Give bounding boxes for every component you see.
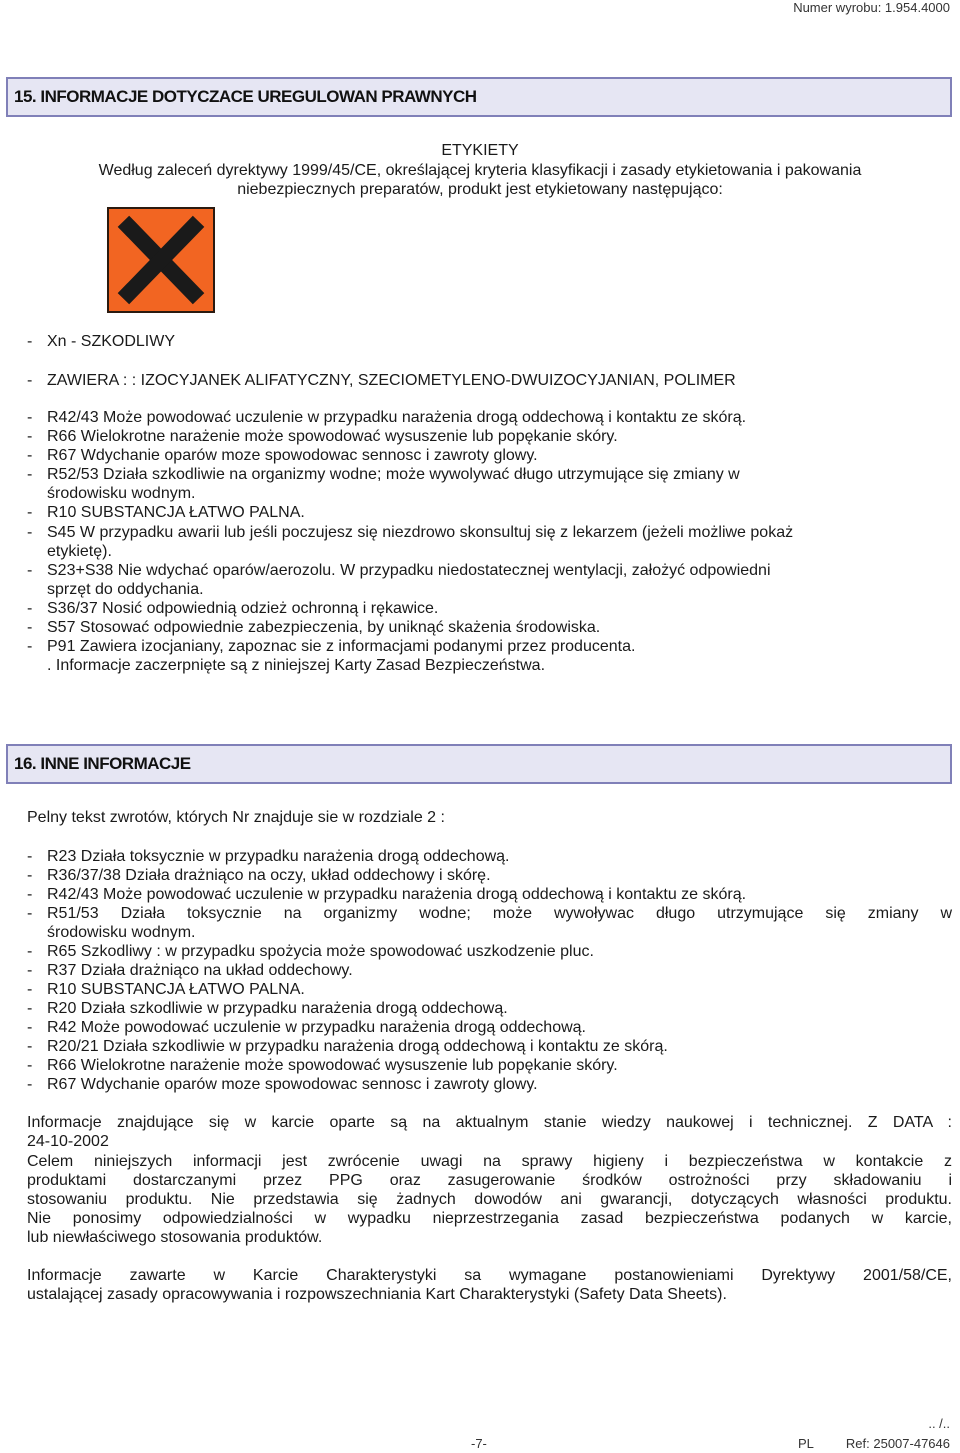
info-paragraph-line: lub niewłaściwego stosowania produktów. [27,1229,323,1246]
info-paragraph-line: Celem niniejszych informacji jest zwrócenie uwagi na sprawy higieny i bezpieczeństwa w kontakcie z [27,1153,952,1170]
regulation-line: ustalającej zasady opracowywania i rozpowszechniania Kart Charakterystyki (Safety Data Sheets). [27,1286,727,1303]
list-item: - R66 Wielokrotne narażenie może spowodować wysuszenie lub popękanie skóry. [27,1057,618,1074]
page-number: -7- [471,1436,487,1451]
continuation-mark: .. /.. [928,1416,950,1431]
list-item: - S57 Stosować odpowiednie zabezpieczenia, by uniknąć skażenia środowiska. [27,619,601,636]
list-item: - P91 Zawiera izocjaniany, zapoznac sie z informacjami podanymi przez producenta. [27,638,636,655]
list-item: - R42/43 Może powodować uczulenie w przypadku narażenia drogą oddechową i kontaktu ze skórą. [27,409,747,426]
contains-line: - ZAWIERA : : IZOCYJANEK ALIFATYCZNY, SZECIOMETYLENO-DWUIZOCYJANIAN, POLIMER [27,372,736,389]
reference-number: Ref: 25007-47646 [845,1436,950,1451]
list-item-continuation: środowisku wodnym. [47,924,196,941]
list-item: - R42 Może powodować uczulenie w przypadku narażenia drogą oddechową. [27,1019,586,1036]
intro-line-1: Według zaleceń dyrektywy 1999/45/CE, określającej kryteria klasyfikacji i zasady etykietowania i pakowania [98,162,862,179]
list-item: - R65 Szkodliwy : w przypadku spożycia może spowodować uszkodzenie pluc. [27,943,594,960]
list-item: - R20/21 Działa szkodliwie w przypadku narażenia drogą oddechową i kontaktu ze skórą. [27,1038,668,1055]
info-date: 24-10-2002 [27,1133,109,1150]
list-item: - S23+S38 Nie wdychać oparów/aerozolu. W przypadku niedostatecznej wentylacji, założyć odpowiedni [27,562,771,579]
list-item: - R20 Działa szkodliwie w przypadku narażenia drogą oddechową. [27,1000,508,1017]
list-item-continuation: środowisku wodnym. [47,485,196,502]
list-item: - R51/53 Działa toksycznie na organizmy wodne; może wywoływac długo utrzymujące się zmiany w [27,905,952,922]
section-16-header: 16. INNE INFORMACJE [6,744,952,784]
list-item: - R37 Działa drażniąco na układ oddechowy. [27,962,353,979]
product-number: Numer wyrobu: 1.954.4000 [793,0,950,15]
list-item: - R36/37/38 Działa drażniąco na oczy, układ oddechowy i skórę. [27,867,491,884]
country-code: PL [798,1436,814,1451]
hazard-class: - Xn - SZKODLIWY [27,333,176,350]
list-item-continuation: etykietę). [47,543,112,560]
list-item: - R10 SUBSTANCJA ŁATWO PALNA. [27,981,305,998]
list-item: - R42/43 Może powodować uczulenie w przypadku narażenia drogą oddechową i kontaktu ze skórą. [27,886,747,903]
harmful-x-icon [107,207,215,313]
full-text-intro: Pelny tekst zwrotów, których Nr znajduje sie w rozdziale 2 : [27,809,445,826]
intro-line-2: niebezpiecznych preparatów, produkt jest etykietowany następująco: [237,181,723,198]
source-note: . Informacje zaczerpnięte są z niniejszej Karty Zasad Bezpieczeństwa. [47,657,546,674]
info-paragraph-line: Nie ponosimy odpowiedzialności w wypadku nieprzestrzegania zasad bezpieczeństwa podanych w karcie, [27,1210,952,1227]
list-item-continuation: sprzęt do oddychania. [47,581,204,598]
list-item: - S45 W przypadku awarii lub jeśli poczujesz się niezdrowo skonsultuj się z lekarzem (jeżeli możliwe pokaż [27,524,794,541]
section-15-header: 15. INFORMACJE DOTYCZACE UREGULOWAN PRAWNYCH [6,77,952,117]
list-item: - R23 Działa toksycznie w przypadku narażenia drogą oddechową. [27,848,510,865]
list-item: - R67 Wdychanie oparów moze spowodowac sennosc i zawroty glowy. [27,447,538,464]
list-item: - R66 Wielokrotne narażenie może spowodować wysuszenie lub popękanie skóry. [27,428,618,445]
list-item: - R67 Wdychanie oparów moze spowodowac sennosc i zawroty glowy. [27,1076,538,1093]
regulation-line: Informacje zawarte w Karcie Charakterystyki sa wymagane postanowieniami Dyrektywy 2001/58/CE, [27,1267,952,1284]
list-item: - S36/37 Nosić odpowiednią odzież ochronną i rękawice. [27,600,439,617]
list-item: - R10 SUBSTANCJA ŁATWO PALNA. [27,504,305,521]
labels-heading: ETYKIETY [441,142,519,159]
list-item: - R52/53 Działa szkodliwie na organizmy wodne; może wywolywać długo utrzymujące się zmiany w [27,466,740,483]
info-paragraph-line: produktami dostarczanymi przez PPG oraz zasugerowanie środków ostrożności przy składowaniu i [27,1172,952,1189]
info-paragraph-line: Informacje znajdujące się w karcie oparte są na aktualnym stanie wiedzy naukowej i technicznej. Z DATA : [27,1114,952,1131]
info-paragraph-line: stosowaniu produktu. Nie przedstawia się żadnych dowodów ani gwarancji, dotyczących własności produktu. [27,1191,952,1208]
